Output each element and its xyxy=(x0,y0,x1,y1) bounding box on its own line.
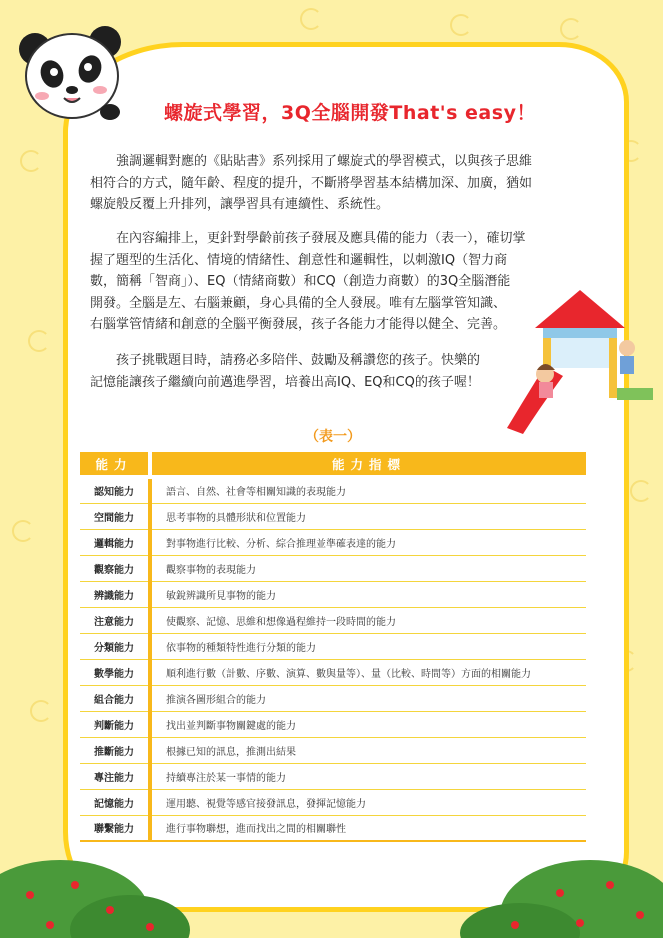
ability-description-cell: 找出並判斷事物關鍵處的能力 xyxy=(150,711,586,737)
paragraph-line: 螺旋般反覆上升排列，讓學習具有連續性、系統性。 xyxy=(90,197,390,212)
swirl-decoration xyxy=(300,8,322,30)
paragraph-line: 記憶能讓孩子繼續向前邁進學習，培養出高IQ、EQ和CQ的孩子喔！ xyxy=(90,374,480,390)
ability-name-cell: 空間能力 xyxy=(80,503,150,529)
ability-table xyxy=(80,452,586,842)
table-row xyxy=(80,529,586,555)
swirl-decoration xyxy=(20,150,42,172)
paragraph-line: 右腦掌管情緒和創意的全腦平衡發展，孩子各能力才能得以健全、完善。 xyxy=(90,317,507,332)
swirl-decoration xyxy=(30,700,52,722)
ability-description-cell: 觀察事物的表現能力 xyxy=(150,555,586,581)
ability-name-cell: 觀察能力 xyxy=(80,555,150,581)
table-row xyxy=(80,815,586,841)
ability-name-cell: 辨識能力 xyxy=(80,581,150,607)
ability-name-cell: 推斷能力 xyxy=(80,737,150,763)
ability-name-cell: 聯繫能力 xyxy=(80,815,150,841)
paragraph-line: 強調邏輯對應的《貼貼書》系列採用了螺旋式的學習模式，以與孩子思維 xyxy=(90,154,533,169)
swirl-decoration xyxy=(450,14,472,36)
paragraph-line: 在內容編排上，更針對學齡前孩子發展及應具備的能力（表一），確切掌 xyxy=(90,231,526,246)
table-row xyxy=(80,763,586,789)
paragraph-line: 開發。全腦是左、右腦兼顧，身心具備的全人發展。唯有左腦掌管知識、 xyxy=(90,295,507,311)
ability-name-cell: 專注能力 xyxy=(80,763,150,789)
table-row xyxy=(80,711,586,737)
swirl-decoration xyxy=(12,520,34,542)
swirl-decoration xyxy=(630,480,652,502)
ability-name-cell: 認知能力 xyxy=(80,477,150,503)
paragraph-line: 握了題型的生活化、情境的情緒性、創意性和邏輯性，以刺激IQ（智力商 xyxy=(90,252,508,268)
ability-name-cell: 記憶能力 xyxy=(80,789,150,815)
playground-slide-icon xyxy=(505,288,655,438)
swirl-decoration xyxy=(560,18,582,40)
table-row xyxy=(80,503,586,529)
intro-paragraph xyxy=(90,151,590,216)
table-row xyxy=(80,555,586,581)
bushes-decoration xyxy=(0,855,663,938)
ability-description-cell: 順利進行數（計數、序數、演算、數與量等）、量（比較、時間等）方面的相關能力 xyxy=(150,659,586,685)
paragraph-line: 孩子挑戰題目時，請務必多陪伴、鼓勵及稱讚您的孩子。快樂的 xyxy=(90,353,481,368)
ability-name-cell: 注意能力 xyxy=(80,607,150,633)
ability-description-cell: 運用聽、視覺等感官接發訊息，發揮記憶能力 xyxy=(150,789,586,815)
ability-description-cell: 思考事物的具體形狀和位置能力 xyxy=(150,503,586,529)
table-caption: （表一） xyxy=(305,429,361,445)
table-row xyxy=(80,477,586,503)
table-row xyxy=(80,633,586,659)
swirl-decoration xyxy=(28,330,50,352)
paragraph-line: 數，簡稱「智商」）、EQ（情緒商數）和CQ（創造力商數）的3Q全腦潛能 xyxy=(90,274,511,289)
ability-name-cell: 數學能力 xyxy=(80,659,150,685)
ability-description-cell: 推演各圖形組合的能力 xyxy=(150,685,586,711)
ability-name-cell: 分類能力 xyxy=(80,633,150,659)
table-row xyxy=(80,685,586,711)
paragraph-line: 相符合的方式，隨年齡、程度的提升，不斷將學習基本結構加深、加廣，猶如 xyxy=(90,175,533,191)
ability-description-cell: 依事物的種類特性進行分類的能力 xyxy=(150,633,586,659)
ability-name-cell: 組合能力 xyxy=(80,685,150,711)
table-row xyxy=(80,789,586,815)
ability-description-cell: 敏銳辨識所見事物的能力 xyxy=(150,581,586,607)
ability-description-cell: 持續專注於某一事情的能力 xyxy=(150,763,586,789)
table-row xyxy=(80,581,586,607)
ability-description-cell: 對事物進行比較、分析、綜合推理並準確表達的能力 xyxy=(150,529,586,555)
table-row xyxy=(80,659,586,685)
table-row xyxy=(80,607,586,633)
column-header-indicator: 能力指標 xyxy=(150,452,586,477)
ability-name-cell: 判斷能力 xyxy=(80,711,150,737)
ability-description-cell: 使觀察、記憶、思維和想像過程維持一段時間的能力 xyxy=(150,607,586,633)
page-title: 螺旋式學習，3Q全腦開發That's easy！ xyxy=(164,102,536,124)
column-header-ability: 能力 xyxy=(80,452,150,477)
ability-description-cell: 根據已知的訊息，推測出結果 xyxy=(150,737,586,763)
table-row xyxy=(80,737,586,763)
ability-description-cell: 進行事物聯想，進而找出之間的相關聯性 xyxy=(150,815,586,841)
ability-description-cell: 語言、自然、社會等相關知識的表現能力 xyxy=(150,477,586,503)
table-header-row xyxy=(80,452,586,477)
ability-name-cell: 邏輯能力 xyxy=(80,529,150,555)
